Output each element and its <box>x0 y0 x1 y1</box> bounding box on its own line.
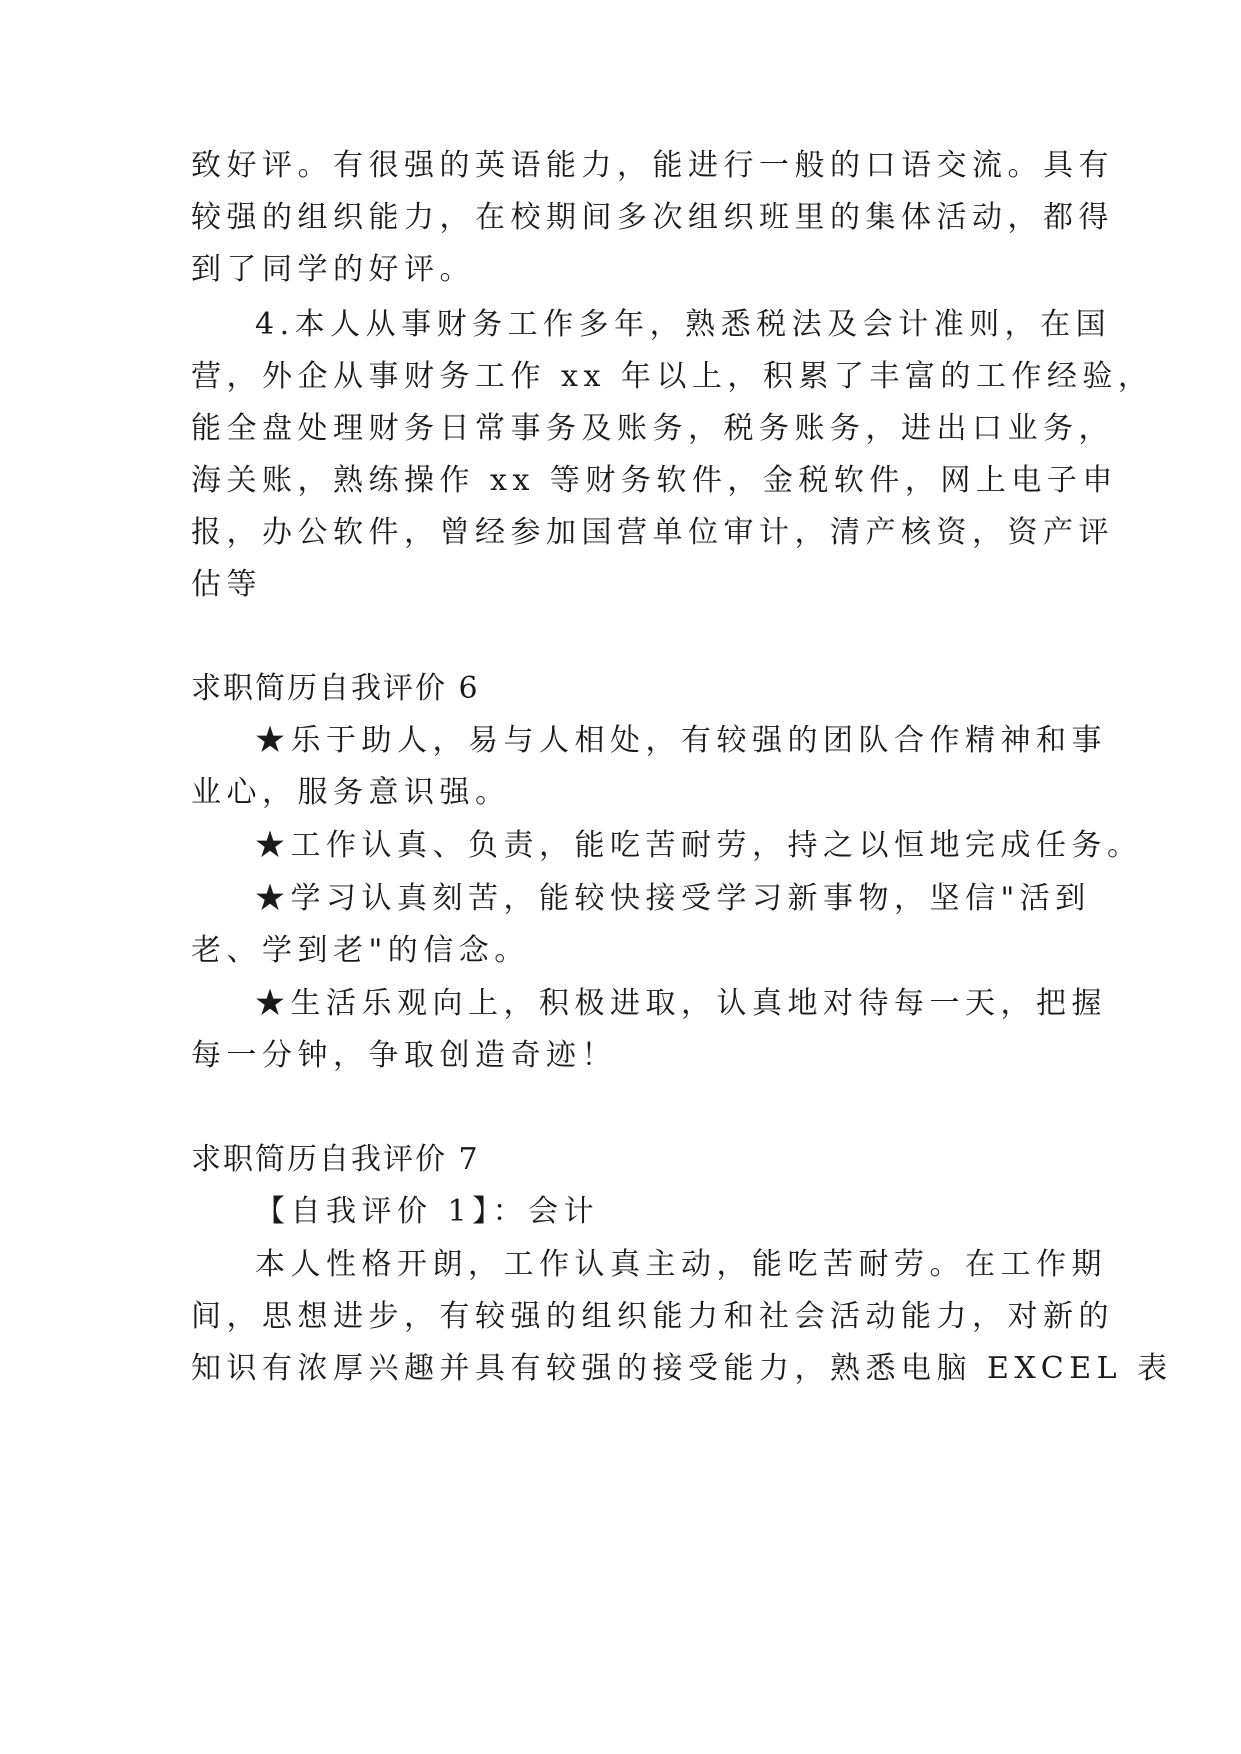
bullet-line: ★工作认真、负责，能吃苦耐劳，持之以恒地完成任务。 <box>255 828 1143 863</box>
paragraph-line: 老、学到老"的信念。 <box>191 933 530 968</box>
bullet-line: ★生活乐观向上，积极进取，认真地对待每一天，把握 <box>255 986 1107 1021</box>
paragraph-line: 海关账，熟练操作 xx 等财务软件，金税软件，网上电子申 <box>191 463 1118 498</box>
bullet-line: ★学习认真刻苦，能较快接受学习新事物，坚信"活到 <box>255 881 1091 916</box>
paragraph-line: 报，办公软件，曾经参加国营单位审计，清产核资，资产评 <box>191 515 1114 550</box>
paragraph-line: 致好评。有很强的英语能力，能进行一般的口语交流。具有 <box>191 148 1114 183</box>
paragraph-line: 业心，服务意识强。 <box>191 775 511 810</box>
section-subtitle: 【自我评价 1】：会计 <box>255 1194 600 1229</box>
paragraph-line: 间，思想进步，有较强的组织能力和社会活动能力，对新的 <box>191 1299 1114 1334</box>
paragraph-line: 本人性格开朗，工作认真主动，能吃苦耐劳。在工作期 <box>255 1247 1107 1282</box>
paragraph-line: 估等 <box>191 567 262 602</box>
paragraph-line: 每一分钟，争取创造奇迹！ <box>191 1038 617 1073</box>
section-title: 求职简历自我评价 7 <box>191 1142 480 1177</box>
section-title: 求职简历自我评价 6 <box>191 671 480 706</box>
paragraph-line: 到了同学的好评。 <box>191 252 475 287</box>
paragraph-line: 较强的组织能力，在校期间多次组织班里的集体活动，都得 <box>191 200 1114 235</box>
paragraph-line: 4.本人从事财务工作多年，熟悉税法及会计准则，在国 <box>255 307 1112 342</box>
paragraph-line: 营，外企从事财务工作 xx 年以上，积累了丰富的工作经验， <box>191 359 1154 394</box>
paragraph-line: 能全盘处理财务日常事务及账务，税务账务，进出口业务， <box>191 411 1114 446</box>
paragraph-line: 知识有浓厚兴趣并具有较强的接受能力，熟悉电脑 EXCEL 表 <box>191 1351 1173 1386</box>
bullet-line: ★乐于助人，易与人相处，有较强的团队合作精神和事 <box>255 723 1107 758</box>
